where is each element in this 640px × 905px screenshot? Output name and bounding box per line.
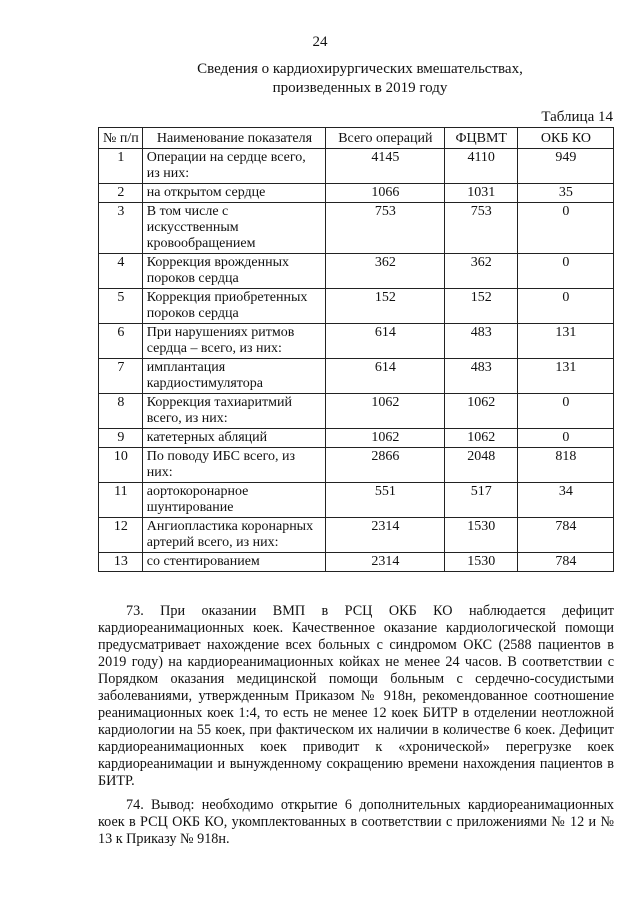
row-fcvmt: 483 — [444, 324, 517, 359]
row-total: 2866 — [326, 448, 444, 483]
row-okb-ko: 0 — [517, 203, 613, 254]
row-okb-ko: 35 — [517, 184, 613, 203]
row-fcvmt: 483 — [444, 359, 517, 394]
header-okb-ko: ОКБ КО — [517, 128, 613, 149]
row-okb-ko: 131 — [517, 324, 613, 359]
row-fcvmt: 152 — [444, 289, 517, 324]
table-row — [99, 324, 614, 359]
row-total: 1062 — [326, 429, 444, 448]
row-name: катетерных абляций — [142, 429, 325, 448]
row-number: 8 — [99, 394, 143, 429]
row-name: Операции на сердце всего, из них: — [142, 149, 325, 184]
row-fcvmt: 753 — [444, 203, 517, 254]
table-row — [99, 553, 614, 572]
row-number: 3 — [99, 203, 143, 254]
row-total: 551 — [326, 483, 444, 518]
row-okb-ko: 0 — [517, 429, 613, 448]
row-total: 362 — [326, 254, 444, 289]
row-total: 1066 — [326, 184, 444, 203]
row-name: Коррекция врожденных пороков сердца — [142, 254, 325, 289]
row-name: аортокоронарное шунтирование — [142, 483, 325, 518]
table-row — [99, 184, 614, 203]
row-number: 9 — [99, 429, 143, 448]
row-name: Коррекция тахиаритмий всего, из них: — [142, 394, 325, 429]
row-fcvmt: 1062 — [444, 394, 517, 429]
row-total: 2314 — [326, 518, 444, 553]
row-fcvmt: 517 — [444, 483, 517, 518]
table-header-row — [99, 128, 614, 149]
table-row — [99, 394, 614, 429]
row-fcvmt: 1062 — [444, 429, 517, 448]
row-total: 2314 — [326, 553, 444, 572]
paragraph-73: 73. При оказании ВМП в РСЦ ОКБ КО наблюдается дефицит кардиореанимационных коек. Качественное оказание кардиологической помощи предусматривает нахождение всех больных с синдромом ОКС (2588 пациентов в 2019 году) на кардиореанимационных койках не менее 24 часов. В соответствии с Порядком оказания медицинской помощи больным с сердечно-сосудистыми заболеваниями, утвержденным Приказом № 918н, рекомендованное соотношение реанимационных коек 1:4, то есть не менее 12 коек БИТР в отделении неотложной кардиологии на 55 коек, при фактическом их наличии в количестве 6 коек. Дефицит кардиореанимационных коек приводит к «хронической» перегрузке коек кардиореанимации и вынужденному сокращению времени нахождения пациентов в БИТР. — [98, 603, 614, 789]
row-name: По поводу ИБС всего, из них: — [142, 448, 325, 483]
row-total: 753 — [326, 203, 444, 254]
table-row — [99, 483, 614, 518]
row-number: 10 — [99, 448, 143, 483]
row-fcvmt: 1530 — [444, 553, 517, 572]
table-label: Таблица 14 — [541, 109, 613, 125]
row-fcvmt: 1031 — [444, 184, 517, 203]
table-row — [99, 254, 614, 289]
header-name: Наименование показателя — [142, 128, 325, 149]
row-okb-ko: 0 — [517, 254, 613, 289]
row-name: со стентированием — [142, 553, 325, 572]
table-row — [99, 149, 614, 184]
row-total: 1062 — [326, 394, 444, 429]
row-name: В том числе с искусственным кровообращением — [142, 203, 325, 254]
row-okb-ko: 131 — [517, 359, 613, 394]
row-number: 1 — [99, 149, 143, 184]
row-number: 5 — [99, 289, 143, 324]
table-row — [99, 289, 614, 324]
row-fcvmt: 2048 — [444, 448, 517, 483]
row-okb-ko: 784 — [517, 553, 613, 572]
row-number: 12 — [99, 518, 143, 553]
header-total: Всего операций — [326, 128, 444, 149]
row-okb-ko: 34 — [517, 483, 613, 518]
row-fcvmt: 362 — [444, 254, 517, 289]
row-name: имплантация кардиостимулятора — [142, 359, 325, 394]
table-row — [99, 448, 614, 483]
table-row — [99, 359, 614, 394]
row-okb-ko: 818 — [517, 448, 613, 483]
header-number: № п/п — [99, 128, 143, 149]
row-name: Коррекция приобретенных пороков сердца — [142, 289, 325, 324]
paragraph-74: 74. Вывод: необходимо открытие 6 дополнительных кардиореанимационных коек в РСЦ ОКБ КО, укомплектованных в соответствии с приложениями № 12 и № 13 к Приказу № 918н. — [98, 797, 614, 847]
row-name: При нарушениях ритмов сердца – всего, из них: — [142, 324, 325, 359]
row-fcvmt: 4110 — [444, 149, 517, 184]
row-name: на открытом сердце — [142, 184, 325, 203]
row-number: 2 — [99, 184, 143, 203]
row-okb-ko: 784 — [517, 518, 613, 553]
table-row — [99, 429, 614, 448]
row-total: 4145 — [326, 149, 444, 184]
row-total: 614 — [326, 359, 444, 394]
row-okb-ko: 949 — [517, 149, 613, 184]
header-fcvmt: ФЦВМТ — [444, 128, 517, 149]
row-name: Ангиопластика коронарных артерий всего, из них: — [142, 518, 325, 553]
row-number: 11 — [99, 483, 143, 518]
page-title: Сведения о кардиохирургических вмешательствах, произведенных в 2019 году — [197, 61, 523, 96]
row-number: 6 — [99, 324, 143, 359]
page-number: 24 — [312, 34, 328, 50]
row-okb-ko: 0 — [517, 394, 613, 429]
table-row — [99, 518, 614, 553]
table-row — [99, 203, 614, 254]
row-total: 152 — [326, 289, 444, 324]
row-fcvmt: 1530 — [444, 518, 517, 553]
surgery-table — [98, 127, 614, 572]
row-total: 614 — [326, 324, 444, 359]
row-number: 4 — [99, 254, 143, 289]
row-number: 7 — [99, 359, 143, 394]
row-number: 13 — [99, 553, 143, 572]
row-okb-ko: 0 — [517, 289, 613, 324]
